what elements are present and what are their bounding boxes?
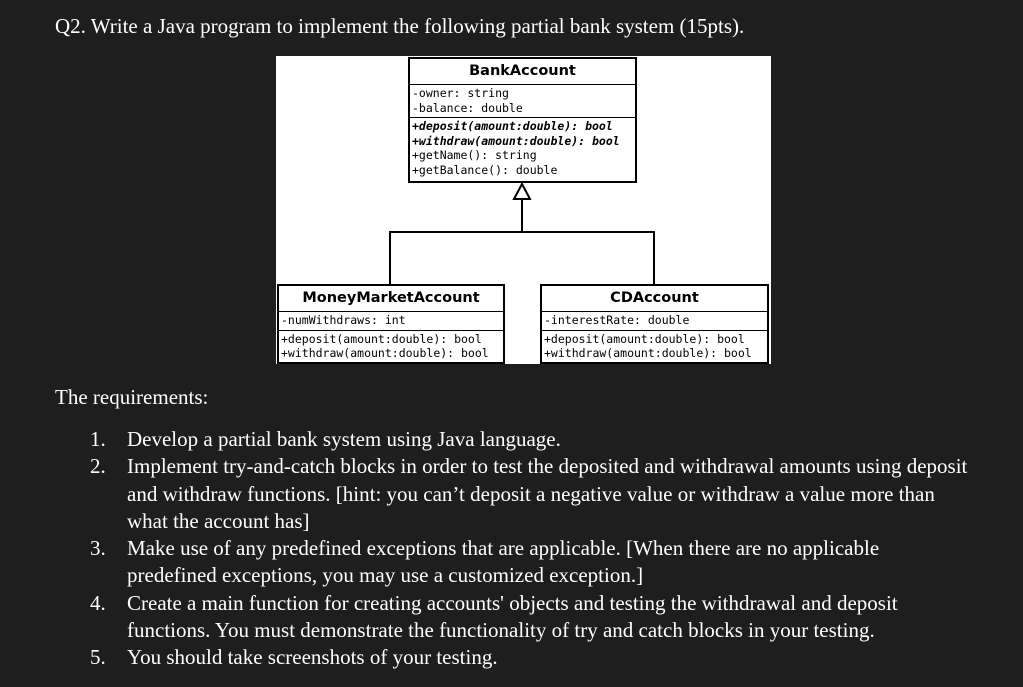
item-number: 3.	[90, 536, 106, 561]
methods-section	[542, 331, 767, 363]
attributes-section	[279, 312, 503, 331]
question-text: Q2. Write a Java program to implement the following partial bank system (15pts).	[55, 14, 745, 38]
class-name: BankAccount	[410, 59, 635, 85]
method-deposit: +deposit(amount:double): bool	[281, 331, 482, 346]
item-text: Create a main function for creating accounts' objects and testing the withdrawal and deposit functions. You must demonstrate the functionality of try and catch blocks in your testing.	[127, 590, 898, 643]
attribute-interestrate: -interestRate: double	[544, 313, 690, 327]
item-text: You should take screenshots of your testing.	[127, 645, 498, 670]
item-text: Implement try-and-catch blocks in order to test the deposited and withdrawal amounts using deposit and withdraw functions. [hint: you can’t deposit a negative value or withdraw a value more than what the account has]	[127, 454, 968, 533]
attribute-owner: -owner: string	[412, 86, 509, 100]
cd-account-class	[540, 284, 769, 364]
method-withdraw: +withdraw(amount:double): bool	[544, 346, 752, 360]
item-number: 1.	[90, 427, 106, 451]
attribute-balance: -balance: double	[412, 100, 523, 115]
requirement-item	[90, 426, 970, 453]
uml-class-diagram	[276, 56, 771, 364]
methods-section	[279, 331, 503, 363]
item-text: Make use of any predefined exceptions that are applicable. [When there are no applicable predefined exceptions, you may use a customized exception.]	[127, 536, 880, 588]
requirement-item	[90, 644, 970, 671]
method-getbalance: +getBalance(): double	[412, 162, 558, 177]
class-name: CDAccount	[542, 286, 767, 312]
item-number: 2.	[90, 454, 106, 479]
method-getname: +getName(): string	[412, 148, 537, 162]
attributes-section	[542, 312, 767, 331]
item-number: 5.	[90, 645, 106, 670]
inheritance-branch	[390, 232, 654, 284]
requirements-heading: The requirements:	[55, 385, 209, 409]
item-text: Develop a partial bank system using Java language.	[127, 427, 561, 451]
method-withdraw: +withdraw(amount:double): bool	[281, 346, 489, 360]
requirement-item	[90, 535, 970, 590]
money-market-account-class	[277, 284, 505, 364]
item-number: 4.	[90, 590, 106, 615]
method-deposit: +deposit(amount:double): bool	[412, 119, 613, 133]
bank-account-class	[408, 57, 637, 183]
requirements-list	[90, 426, 970, 672]
requirement-item	[90, 590, 970, 645]
requirement-item	[90, 453, 970, 535]
inheritance-arrow-icon	[514, 184, 530, 199]
attribute-numwithdraws: -numWithdraws: int	[281, 313, 406, 327]
method-deposit: +deposit(amount:double): bool	[544, 331, 745, 346]
method-withdraw: +withdraw(amount:double): bool	[412, 133, 620, 148]
attributes-section	[410, 85, 635, 118]
class-name: MoneyMarketAccount	[279, 286, 503, 312]
methods-section	[410, 118, 635, 179]
